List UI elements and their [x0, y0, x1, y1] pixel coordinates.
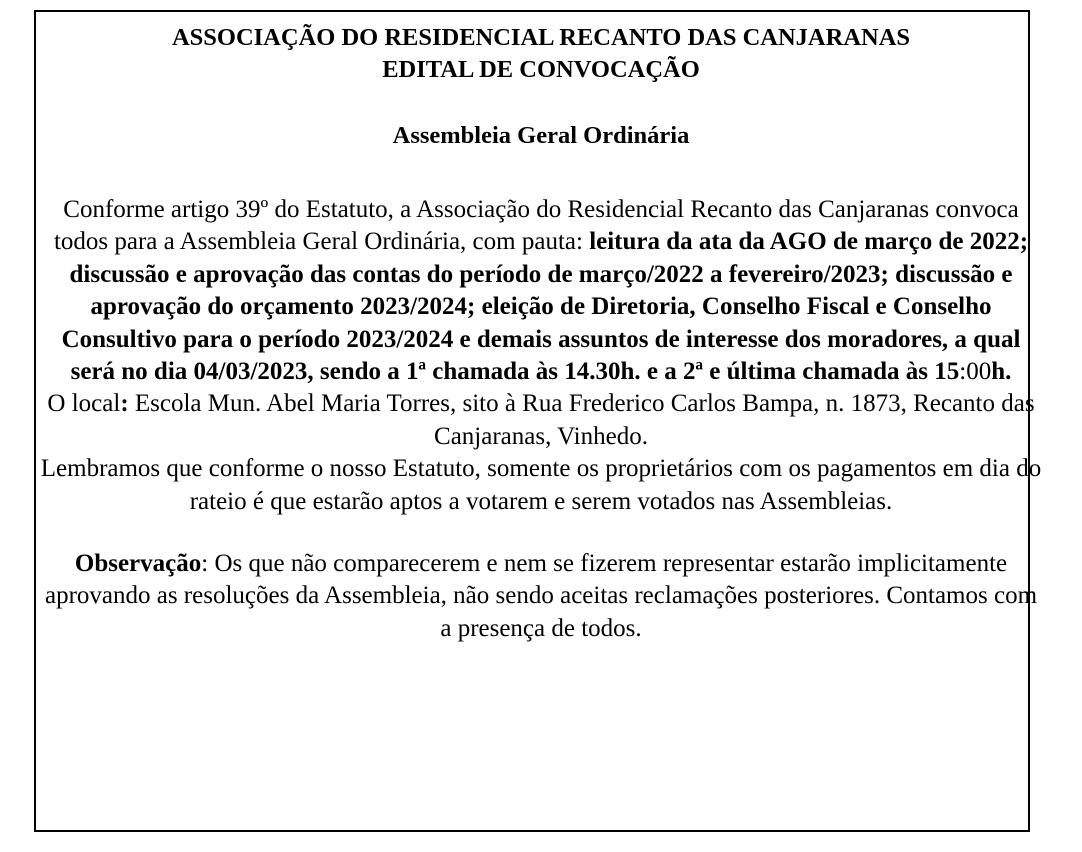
observation-text: : Os que não comparecerem e nem se fizerem representar estarão implicitamente aprovando as resoluções da Assembleia, não sendo aceitas reclamações posteriores. Contamos com a presença de todos. [44, 550, 1038, 642]
organization-name: ASSOCIAÇÃO DO RESIDENCIAL RECANTO DAS CANJARANAS [171, 24, 911, 51]
location-paragraph [38, 388, 1044, 453]
document-type: EDITAL DE CONVOCAÇÃO [382, 56, 700, 83]
convocation-paragraph [38, 194, 1044, 388]
agenda-text: leitura da ata da AGO de março de 2022; discussão e aprovação das contas do período de março/2022 a fevereiro/2023; discussão e aprovação do orçamento 2023/2024; eleição de Diretoria, Conselho Fiscal e Conselho Consultivo para o período 2023/2024 e demais assuntos de interesse dos moradores, a qual será no dia 04/03/2023, sendo a 1ª chamada às 14.30h. e a 2ª e última chamada às 15 [61, 228, 1029, 386]
observation-paragraph [38, 548, 1044, 645]
agenda-end: h. [991, 358, 1012, 386]
location-label: O local [47, 390, 121, 418]
location-text: Escola Mun. Abel Maria Torres, sito à Rua Frederico Carlos Bampa, n. 1873, Recanto das Canjaranas, Vinhedo. [128, 390, 1035, 450]
reminder-paragraph: Lembramos que conforme o nosso Estatuto, somente os proprietários com os pagamentos em dia do rateio é que estarão aptos a votarem e serem votados nas Assembleias. [40, 455, 1042, 515]
observation-label: Observação [74, 550, 202, 578]
agenda-time-tail: :00 [959, 358, 992, 386]
intro-text: Conforme artigo 39º do Estatuto, a Associação do Residencial Recanto das Canjaranas convoca todos para a Assembleia Geral Ordinária, com pauta: [53, 196, 1019, 256]
meeting-title: Assembleia Geral Ordinária [392, 122, 690, 149]
notice-content [38, 22, 1044, 645]
location-colon: : [120, 390, 129, 418]
